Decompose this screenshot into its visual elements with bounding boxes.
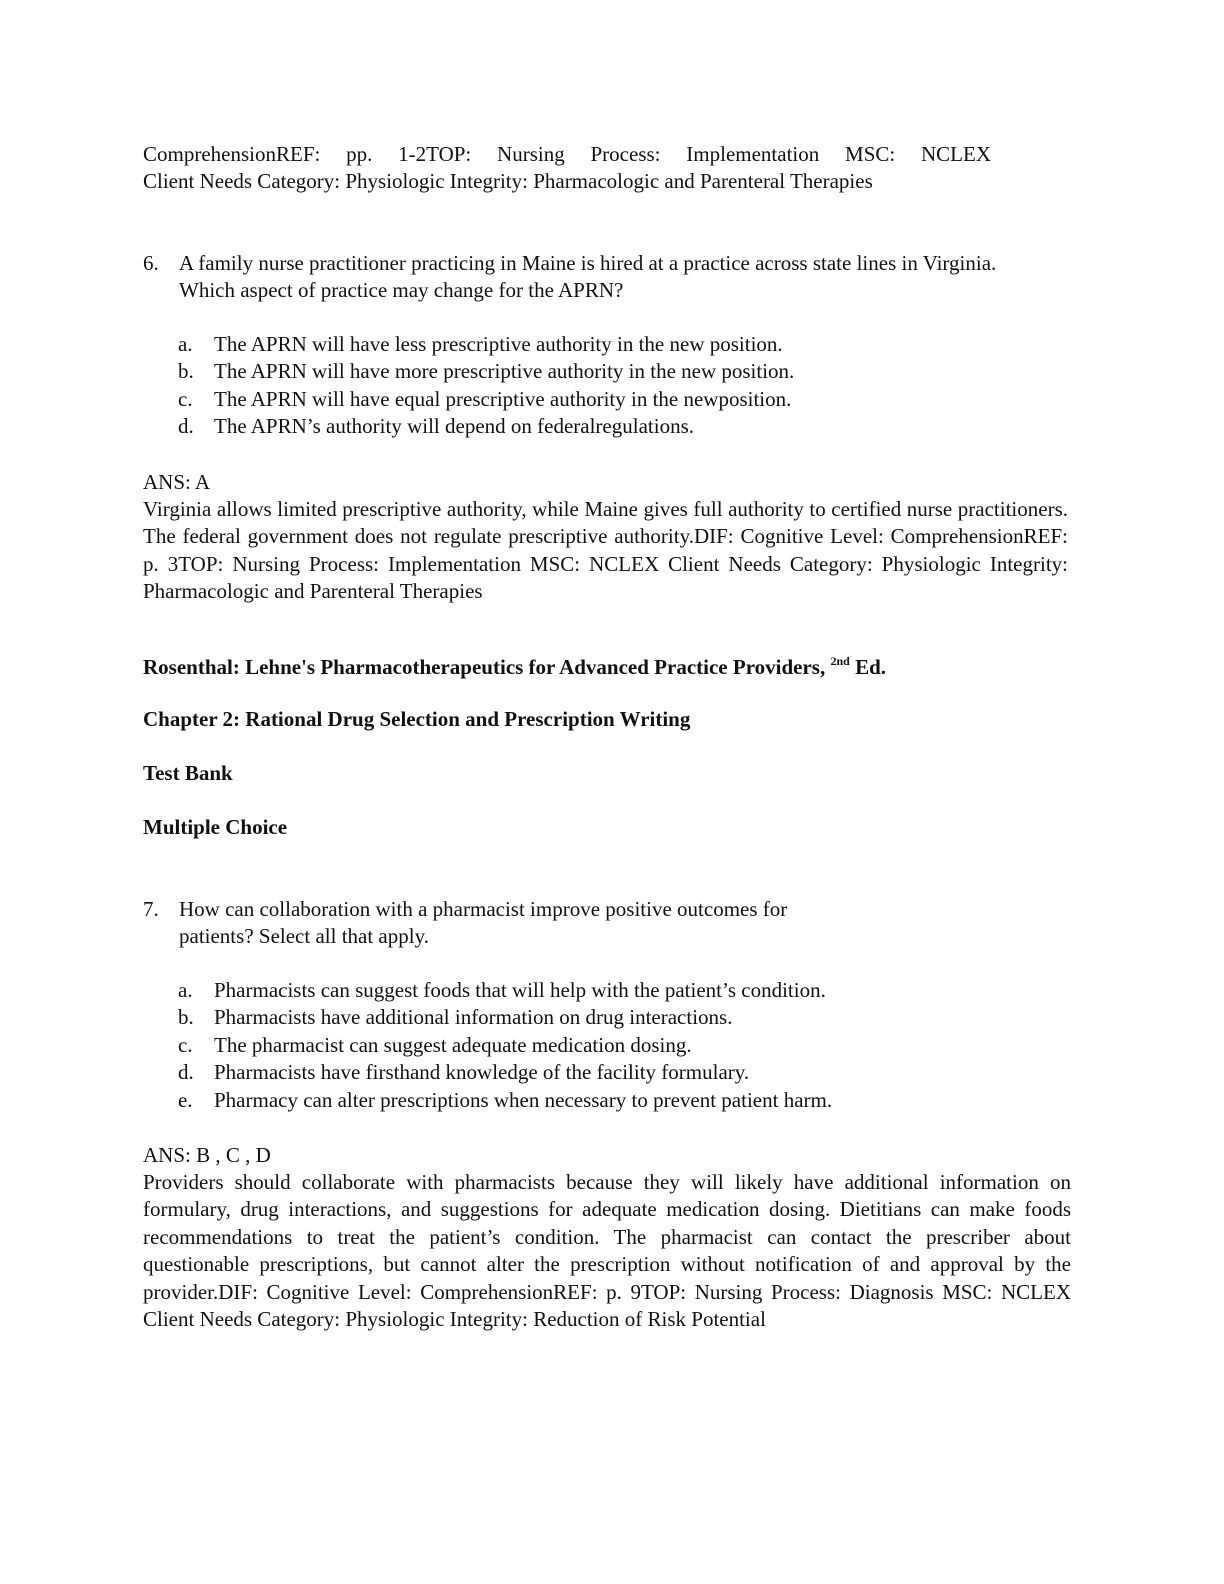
book-title-heading — [143, 654, 886, 681]
multiple-choice-heading: Multiple Choice — [143, 815, 288, 839]
option-text: Pharmacists can suggest foods that will help with the patient’s condition. — [214, 978, 826, 1002]
option-letter: a. — [178, 332, 193, 356]
option-d — [178, 1059, 1058, 1086]
option-text: The APRN’s authority will depend on federalregulations. — [214, 414, 694, 439]
question-stem-line2: patients? Select all that apply. — [179, 924, 429, 949]
option-text: The APRN will have more prescriptive authority in the new position. — [214, 359, 795, 384]
option-c — [178, 1032, 1058, 1059]
chapter-heading: Chapter 2: Rational Drug Selection and Prescription Writing — [143, 707, 691, 731]
test-bank-heading: Test Bank — [143, 761, 233, 785]
option-letter: c. — [178, 386, 193, 411]
option-a — [178, 977, 1058, 1004]
option-letter: e. — [178, 1087, 193, 1112]
option-text: Pharmacy can alter prescriptions when necessary to prevent patient harm. — [214, 1087, 833, 1112]
question-number: 7. — [143, 897, 159, 921]
top-ref-line1: ComprehensionREF: pp. 1-2TOP: Nursing Process: Implementation MSC: NCLEX — [143, 142, 991, 166]
option-d — [178, 413, 1058, 440]
option-a — [178, 331, 1058, 358]
option-text: The APRN will have equal prescriptive authority in the newposition. — [214, 386, 792, 411]
question-stem-line1: How can collaboration with a pharmacist improve positive outcomes for — [179, 897, 788, 921]
option-letter: d. — [178, 414, 194, 439]
question-6-options — [178, 331, 1058, 441]
edition-superscript: 2nd — [830, 654, 850, 668]
top-ref-line2: Client Needs Category: Physiologic Integrity: Pharmacologic and Parenteral Therapies — [143, 169, 873, 193]
option-b — [178, 358, 1058, 385]
option-text: Pharmacists have additional information on drug interactions. — [214, 1005, 733, 1030]
option-c — [178, 386, 1058, 413]
option-letter: a. — [178, 978, 193, 1002]
option-b — [178, 1004, 1058, 1031]
option-text: The APRN will have less prescriptive authority in the new position. — [214, 332, 783, 356]
option-letter: b. — [178, 359, 194, 384]
option-letter: d. — [178, 1060, 194, 1085]
question-7-answer: ANS: B , C , D — [143, 1143, 271, 1167]
option-text: The pharmacist can suggest adequate medication dosing. — [214, 1032, 692, 1057]
question-6 — [143, 250, 1023, 305]
question-6-rationale: Virginia allows limited prescriptive authority, while Maine gives full authority to certified nurse practitioners. The federal government does not regulate prescriptive authority.DIF: Cognitive Level: ComprehensionREF: p. 3TOP: Nursing Process: Implementation MSC: NCLEX Client Needs Category: Physiologic Integrity: Pharmacologic and Parenteral Therapies — [143, 497, 1068, 604]
question-6-answer: ANS: A — [143, 470, 211, 494]
question-7-rationale: Providers should collaborate with pharmacists because they will likely have additional information on formulary, drug interactions, and suggestions for adequate medication dosing. Dietitians can make foods recommendations to treat the patient’s condition. The pharmacist can contact the prescriber about questionable prescriptions, but cannot alter the prescription without notification of and approval by the provider.DIF: Cognitive Level: ComprehensionREF: p. 9TOP: Nursing Process: Diagnosis MSC: NCLEX Client Needs Category: Physiologic Integrity: Reduction of Risk Potential — [143, 1170, 1071, 1332]
option-e — [178, 1087, 1058, 1114]
question-7-options — [178, 977, 1058, 1114]
question-number: 6. — [143, 251, 159, 275]
question-stem: A family nurse practitioner practicing in Maine is hired at a practice across state lines in Virginia. Which aspect of practice may change for the APRN? — [179, 251, 997, 303]
edition-suffix: Ed. — [849, 655, 887, 679]
option-text: Pharmacists have firsthand knowledge of the facility formulary. — [214, 1060, 750, 1085]
option-letter: c. — [178, 1032, 193, 1057]
option-letter: b. — [178, 1005, 194, 1030]
question-7 — [143, 896, 1043, 951]
book-title: Rosenthal: Lehne's Pharmacotherapeutics for Advanced Practice Providers, — [143, 655, 831, 679]
